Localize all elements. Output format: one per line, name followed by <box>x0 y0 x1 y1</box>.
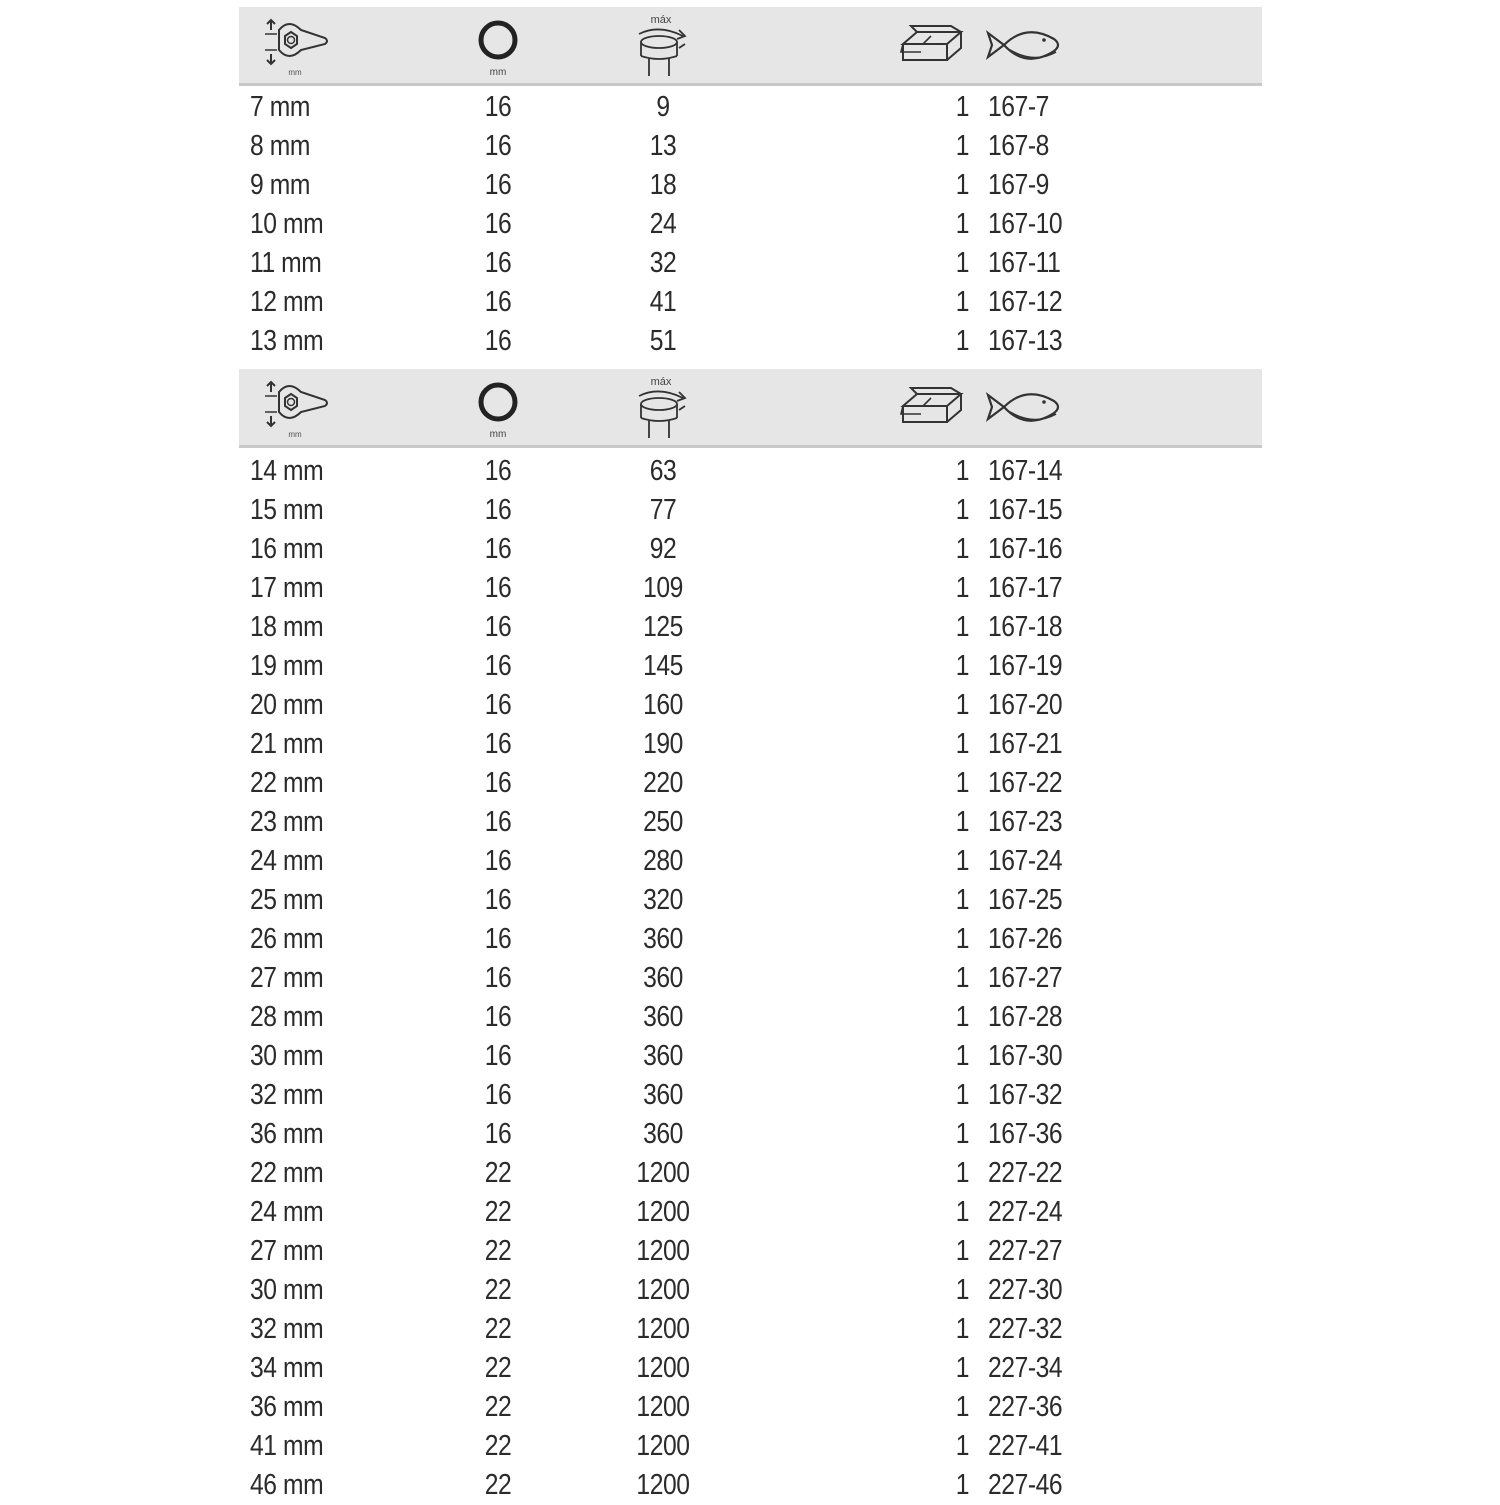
table-row <box>239 803 1262 842</box>
max-cell: 1200 <box>636 1157 690 1189</box>
reference-cell: 167-18 <box>988 611 1063 643</box>
size-cell: 15 mm <box>250 494 324 526</box>
reference-cell: 167-8 <box>988 130 1049 162</box>
reference-cell: 227-36 <box>988 1391 1063 1423</box>
size-cell: 30 mm <box>250 1040 324 1072</box>
drive-cell: 16 <box>484 130 512 162</box>
table-row <box>239 1115 1262 1154</box>
svg-text:máx: máx <box>650 376 672 388</box>
pack-qty-cell: 1 <box>955 1079 969 1111</box>
drive-cell: 22 <box>484 1352 512 1384</box>
drive-cell: 16 <box>484 884 512 916</box>
drive-cell: 16 <box>484 533 512 565</box>
max-cell: 360 <box>643 1079 683 1111</box>
pack-qty-cell: 1 <box>955 1235 969 1267</box>
drive-cell: 16 <box>484 650 512 682</box>
table-row <box>239 959 1262 998</box>
size-cell: 11 mm <box>250 247 322 279</box>
pack-qty-cell: 1 <box>955 455 969 487</box>
drive-cell: 22 <box>484 1430 512 1462</box>
reference-cell: 167-7 <box>988 91 1049 123</box>
max-cell: 1200 <box>636 1313 690 1345</box>
drive-cell: 22 <box>484 1157 512 1189</box>
size-cell: 19 mm <box>250 650 324 682</box>
table-row <box>239 322 1262 361</box>
max-cell: 320 <box>643 884 683 916</box>
size-cell: 22 mm <box>250 1157 324 1189</box>
pack-qty-cell: 1 <box>955 572 969 604</box>
pack-qty-cell: 1 <box>955 1391 969 1423</box>
svg-text:mm: mm <box>288 68 302 77</box>
table-row <box>239 1076 1262 1115</box>
reference-cell: 167-25 <box>988 884 1063 916</box>
max-cell: 360 <box>643 1001 683 1033</box>
pack-qty-cell: 1 <box>955 1430 969 1462</box>
drive-cell: 16 <box>484 728 512 760</box>
drive-cell: 16 <box>484 1079 512 1111</box>
fish-reference-icon <box>984 7 1064 83</box>
max-cell: 18 <box>649 169 677 201</box>
table-row <box>239 244 1262 283</box>
max-cell: 13 <box>649 130 677 162</box>
pack-qty-cell: 1 <box>955 533 969 565</box>
max-cell: 360 <box>643 1040 683 1072</box>
table-row <box>239 1232 1262 1271</box>
reference-cell: 167-20 <box>988 689 1063 721</box>
table-row <box>239 1154 1262 1193</box>
max-cell: 1200 <box>636 1430 690 1462</box>
max-cell: 190 <box>643 728 683 760</box>
table-row <box>239 764 1262 803</box>
reference-cell: 227-41 <box>988 1430 1063 1462</box>
drive-cell: 16 <box>484 806 512 838</box>
max-cell: 24 <box>649 208 677 240</box>
pack-qty-cell: 1 <box>955 130 969 162</box>
table-row <box>239 1193 1262 1232</box>
max-cell: 250 <box>643 806 683 838</box>
table-header <box>239 369 1262 448</box>
table-row <box>239 530 1262 569</box>
max-cell: 109 <box>643 572 683 604</box>
pack-qty-cell: 1 <box>955 1196 969 1228</box>
drive-cell: 16 <box>484 325 512 357</box>
size-cell: 17 mm <box>250 572 324 604</box>
size-cell: 18 mm <box>250 611 324 643</box>
section-b-rows <box>239 452 1262 1505</box>
table-row <box>239 881 1262 920</box>
reference-cell: 167-9 <box>988 169 1049 201</box>
size-cell: 32 mm <box>250 1313 324 1345</box>
wrench-size-icon <box>261 7 331 83</box>
pack-qty-cell: 1 <box>955 494 969 526</box>
table-row <box>239 88 1262 127</box>
size-cell: 30 mm <box>250 1274 324 1306</box>
reference-cell: 167-22 <box>988 767 1063 799</box>
size-cell: 7 mm <box>250 91 310 123</box>
table-row <box>239 569 1262 608</box>
table-row <box>239 491 1262 530</box>
pack-qty-cell: 1 <box>955 169 969 201</box>
torque-max-icon <box>633 369 693 445</box>
size-cell: 9 mm <box>250 169 310 201</box>
table-row <box>239 1310 1262 1349</box>
table-row <box>239 842 1262 881</box>
table-row <box>239 725 1262 764</box>
table-row <box>239 452 1262 491</box>
size-cell: 23 mm <box>250 806 324 838</box>
pack-qty-cell: 1 <box>955 884 969 916</box>
drive-cell: 16 <box>484 494 512 526</box>
table-row <box>239 1037 1262 1076</box>
pack-qty-cell: 1 <box>955 91 969 123</box>
size-cell: 21 mm <box>250 728 324 760</box>
table-row <box>239 608 1262 647</box>
drive-cell: 16 <box>484 1118 512 1150</box>
max-cell: 51 <box>649 325 677 357</box>
size-cell: 13 mm <box>250 325 324 357</box>
size-cell: 20 mm <box>250 689 324 721</box>
drive-cell: 22 <box>484 1391 512 1423</box>
table-row <box>239 205 1262 244</box>
reference-cell: 167-36 <box>988 1118 1063 1150</box>
reference-cell: 167-11 <box>988 247 1061 279</box>
pack-qty-cell: 1 <box>955 1040 969 1072</box>
size-cell: 41 mm <box>250 1430 324 1462</box>
size-cell: 36 mm <box>250 1118 324 1150</box>
reference-cell: 227-24 <box>988 1196 1063 1228</box>
size-cell: 24 mm <box>250 845 324 877</box>
reference-cell: 167-27 <box>988 962 1063 994</box>
drive-cell: 16 <box>484 767 512 799</box>
drive-cell: 22 <box>484 1469 512 1501</box>
section-a-rows <box>239 88 1262 361</box>
drive-cell: 16 <box>484 689 512 721</box>
svg-text:mm: mm <box>489 429 507 440</box>
drive-cell: 16 <box>484 845 512 877</box>
drive-cell: 16 <box>484 286 512 318</box>
max-cell: 77 <box>649 494 677 526</box>
pack-qty-cell: 1 <box>955 689 969 721</box>
reference-cell: 167-14 <box>988 455 1063 487</box>
table-row <box>239 283 1262 322</box>
drive-cell: 16 <box>484 572 512 604</box>
max-cell: 1200 <box>636 1196 690 1228</box>
reference-cell: 167-12 <box>988 286 1063 318</box>
max-cell: 125 <box>643 611 683 643</box>
max-cell: 145 <box>643 650 683 682</box>
pack-qty-cell: 1 <box>955 247 969 279</box>
max-cell: 1200 <box>636 1352 690 1384</box>
pack-qty-cell: 1 <box>955 845 969 877</box>
table-header <box>239 7 1262 86</box>
table-row <box>239 1427 1262 1466</box>
torque-max-icon <box>633 7 693 83</box>
size-cell: 46 mm <box>250 1469 324 1501</box>
drive-cell: 22 <box>484 1235 512 1267</box>
ring-drive-icon <box>471 7 525 83</box>
pack-qty-cell: 1 <box>955 1001 969 1033</box>
table-row <box>239 1466 1262 1505</box>
reference-cell: 227-22 <box>988 1157 1063 1189</box>
table-row <box>239 1271 1262 1310</box>
size-cell: 27 mm <box>250 1235 324 1267</box>
pack-qty-cell: 1 <box>955 650 969 682</box>
table-row <box>239 647 1262 686</box>
drive-cell: 16 <box>484 1040 512 1072</box>
size-cell: 34 mm <box>250 1352 324 1384</box>
pack-qty-cell: 1 <box>955 728 969 760</box>
max-cell: 63 <box>649 455 677 487</box>
table-row <box>239 1349 1262 1388</box>
pack-qty-cell: 1 <box>955 325 969 357</box>
max-cell: 280 <box>643 845 683 877</box>
max-cell: 9 <box>656 91 670 123</box>
reference-cell: 167-19 <box>988 650 1063 682</box>
reference-cell: 167-10 <box>988 208 1063 240</box>
table-row <box>239 1388 1262 1427</box>
drive-cell: 16 <box>484 91 512 123</box>
drive-cell: 22 <box>484 1274 512 1306</box>
size-cell: 8 mm <box>250 130 310 162</box>
size-cell: 27 mm <box>250 962 324 994</box>
reference-cell: 227-46 <box>988 1469 1063 1501</box>
drive-cell: 16 <box>484 208 512 240</box>
table-row <box>239 166 1262 205</box>
pack-qty-cell: 1 <box>955 767 969 799</box>
max-cell: 32 <box>649 247 677 279</box>
package-icon <box>899 369 969 445</box>
max-cell: 1200 <box>636 1469 690 1501</box>
pack-qty-cell: 1 <box>955 923 969 955</box>
pack-qty-cell: 1 <box>955 806 969 838</box>
size-cell: 26 mm <box>250 923 324 955</box>
size-cell: 12 mm <box>250 286 324 318</box>
max-cell: 160 <box>643 689 683 721</box>
drive-cell: 22 <box>484 1196 512 1228</box>
pack-qty-cell: 1 <box>955 208 969 240</box>
pack-qty-cell: 1 <box>955 1352 969 1384</box>
reference-cell: 167-32 <box>988 1079 1063 1111</box>
max-cell: 360 <box>643 962 683 994</box>
table-row <box>239 686 1262 725</box>
reference-cell: 227-34 <box>988 1352 1063 1384</box>
pack-qty-cell: 1 <box>955 286 969 318</box>
table-row <box>239 920 1262 959</box>
pack-qty-cell: 1 <box>955 1118 969 1150</box>
reference-cell: 227-32 <box>988 1313 1063 1345</box>
drive-cell: 16 <box>484 923 512 955</box>
drive-cell: 16 <box>484 611 512 643</box>
reference-cell: 167-30 <box>988 1040 1063 1072</box>
max-cell: 360 <box>643 923 683 955</box>
product-table <box>239 7 1262 1505</box>
size-cell: 10 mm <box>250 208 324 240</box>
reference-cell: 167-28 <box>988 1001 1063 1033</box>
size-cell: 14 mm <box>250 455 324 487</box>
size-cell: 32 mm <box>250 1079 324 1111</box>
size-cell: 25 mm <box>250 884 324 916</box>
max-cell: 41 <box>649 286 677 318</box>
pack-qty-cell: 1 <box>955 1157 969 1189</box>
reference-cell: 167-24 <box>988 845 1063 877</box>
reference-cell: 227-27 <box>988 1235 1063 1267</box>
drive-cell: 16 <box>484 455 512 487</box>
reference-cell: 167-26 <box>988 923 1063 955</box>
size-cell: 28 mm <box>250 1001 324 1033</box>
drive-cell: 16 <box>484 962 512 994</box>
size-cell: 16 mm <box>250 533 324 565</box>
size-cell: 22 mm <box>250 767 324 799</box>
size-cell: 24 mm <box>250 1196 324 1228</box>
reference-cell: 167-16 <box>988 533 1063 565</box>
fish-reference-icon <box>984 369 1064 445</box>
svg-text:mm: mm <box>489 67 507 78</box>
pack-qty-cell: 1 <box>955 611 969 643</box>
drive-cell: 22 <box>484 1313 512 1345</box>
drive-cell: 16 <box>484 1001 512 1033</box>
max-cell: 220 <box>643 767 683 799</box>
reference-cell: 167-21 <box>988 728 1063 760</box>
pack-qty-cell: 1 <box>955 1313 969 1345</box>
reference-cell: 167-23 <box>988 806 1063 838</box>
reference-cell: 167-15 <box>988 494 1063 526</box>
max-cell: 1200 <box>636 1274 690 1306</box>
max-cell: 1200 <box>636 1235 690 1267</box>
svg-text:máx: máx <box>650 14 672 26</box>
reference-cell: 167-17 <box>988 572 1063 604</box>
package-icon <box>899 7 969 83</box>
pack-qty-cell: 1 <box>955 962 969 994</box>
pack-qty-cell: 1 <box>955 1274 969 1306</box>
reference-cell: 167-13 <box>988 325 1063 357</box>
max-cell: 92 <box>649 533 677 565</box>
ring-drive-icon <box>471 369 525 445</box>
table-row <box>239 127 1262 166</box>
wrench-size-icon <box>261 369 331 445</box>
max-cell: 360 <box>643 1118 683 1150</box>
size-cell: 36 mm <box>250 1391 324 1423</box>
reference-cell: 227-30 <box>988 1274 1063 1306</box>
max-cell: 1200 <box>636 1391 690 1423</box>
svg-text:mm: mm <box>288 430 302 439</box>
pack-qty-cell: 1 <box>955 1469 969 1501</box>
drive-cell: 16 <box>484 169 512 201</box>
table-row <box>239 998 1262 1037</box>
drive-cell: 16 <box>484 247 512 279</box>
